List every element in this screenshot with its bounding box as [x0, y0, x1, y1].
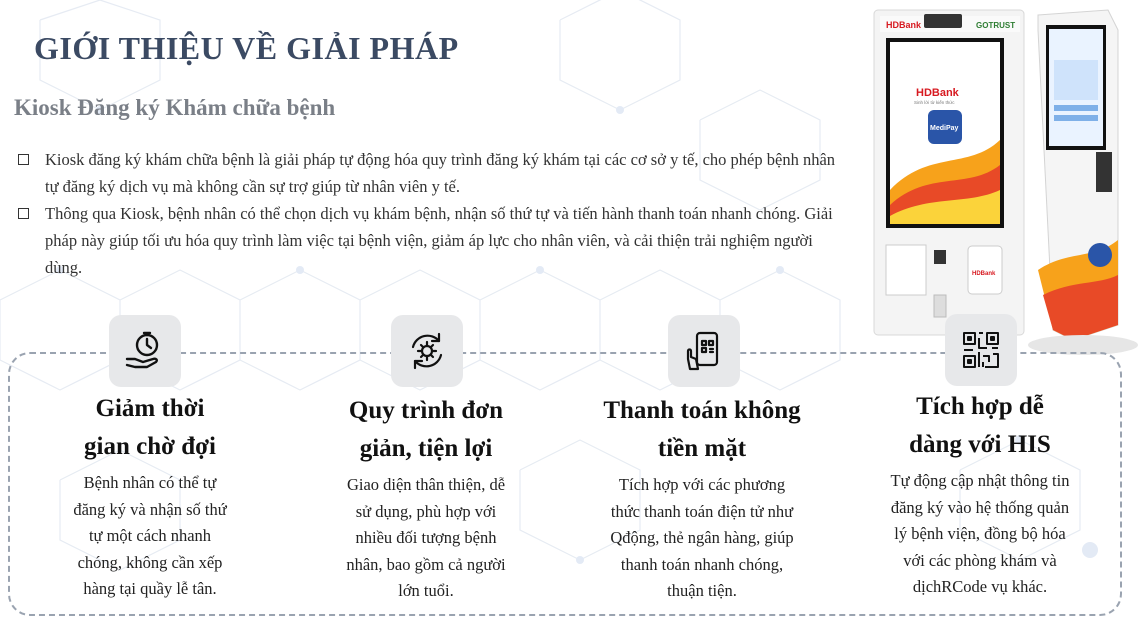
- feature-card: [310, 392, 542, 605]
- kiosk-product-image: [868, 0, 1138, 360]
- screen-tagline: Sinh lời từ kiến thức: [914, 100, 955, 105]
- intro-bullet-list: [18, 146, 838, 281]
- checkbox-square-icon: [18, 208, 29, 219]
- feature-icon-tile: [945, 314, 1017, 386]
- feature-title-line2: dàng với HIS: [909, 431, 1051, 458]
- bullet-text: Thông qua Kiosk, bệnh nhân có thể chọn dịch vụ khám bệnh, nhận số thứ tự và tiến hành thanh toán nhanh chóng. Giải pháp này giúp tối ưu hóa quy trình làm việc tại bệnh viện, giảm áp lực cho nhân viên, và cải thiện trải nghiệm người dùng.: [45, 204, 833, 277]
- page-title: GIỚI THIỆU VỀ GIẢI PHÁP: [34, 30, 459, 66]
- process-cycle-icon: [405, 329, 449, 373]
- medipay-badge: MediPay: [930, 125, 959, 132]
- checkbox-square-icon: [18, 154, 29, 165]
- standing-kiosk: [1028, 10, 1138, 355]
- feature-description: Giao diện thân thiện, dễ sử dụng, phù hợp với nhiều đối tượng bệnh nhân, bao gồm cả người lớn tuổi.: [346, 475, 506, 600]
- feature-card: [34, 390, 266, 603]
- phone-qr-payment-icon: [682, 329, 726, 373]
- kiosk-partner-label: GOTRUST: [976, 21, 1016, 30]
- feature-description: Tự động cập nhật thông tin đăng ký vào hệ thống quản lý bệnh viện, đồng bộ hóa với các phòng khám và dịchRCode vụ khác.: [890, 471, 1070, 596]
- countertop-kiosk: [874, 10, 1024, 335]
- screen-brand-label: HDBank: [916, 87, 959, 99]
- feature-description: Bệnh nhân có thể tự đăng ký và nhận số thứ tự một cách nhanh chóng, không cần xếp hàng tại quầy lễ tân.: [73, 473, 227, 598]
- stopwatch-hand-icon: [123, 329, 167, 373]
- feature-title-line1: Giảm thời: [95, 395, 205, 422]
- feature-description: Tích hợp với các phương thức thanh toán điện tử như Qđộng, thẻ ngân hàng, giúp thanh toán nhanh chóng, thuận tiện.: [610, 475, 794, 600]
- feature-title-line2: tiền mặt: [657, 435, 747, 462]
- feature-icon-tile: [109, 315, 181, 387]
- qr-code-icon: [959, 328, 1003, 372]
- feature-card: [586, 392, 818, 605]
- feature-title-line2: gian chờ đợi: [84, 433, 216, 460]
- kiosk-brand-label: HDBank: [886, 20, 922, 30]
- feature-icon-tile: [668, 315, 740, 387]
- feature-card: [864, 388, 1096, 601]
- feature-title-line2: giản, tiện lợi: [359, 435, 493, 462]
- feature-title-line1: Thanh toán không: [603, 397, 801, 424]
- feature-title-line1: Quy trình đơn: [348, 397, 504, 424]
- card-reader-brand: HDBank: [972, 271, 996, 277]
- bullet-item: [18, 146, 838, 200]
- feature-title-line1: Tích hợp dễ: [916, 393, 1044, 420]
- feature-icon-tile: [391, 315, 463, 387]
- page-subtitle: Kiosk Đăng ký Khám chữa bệnh: [14, 95, 336, 120]
- bullet-item: [18, 200, 838, 281]
- bullet-text: Kiosk đăng ký khám chữa bệnh là giải pháp tự động hóa quy trình đăng ký khám tại các cơ sở y tế, cho phép bệnh nhân tự đăng ký dịch vụ mà không cần sự trợ giúp từ nhân viên y tế.: [45, 150, 836, 196]
